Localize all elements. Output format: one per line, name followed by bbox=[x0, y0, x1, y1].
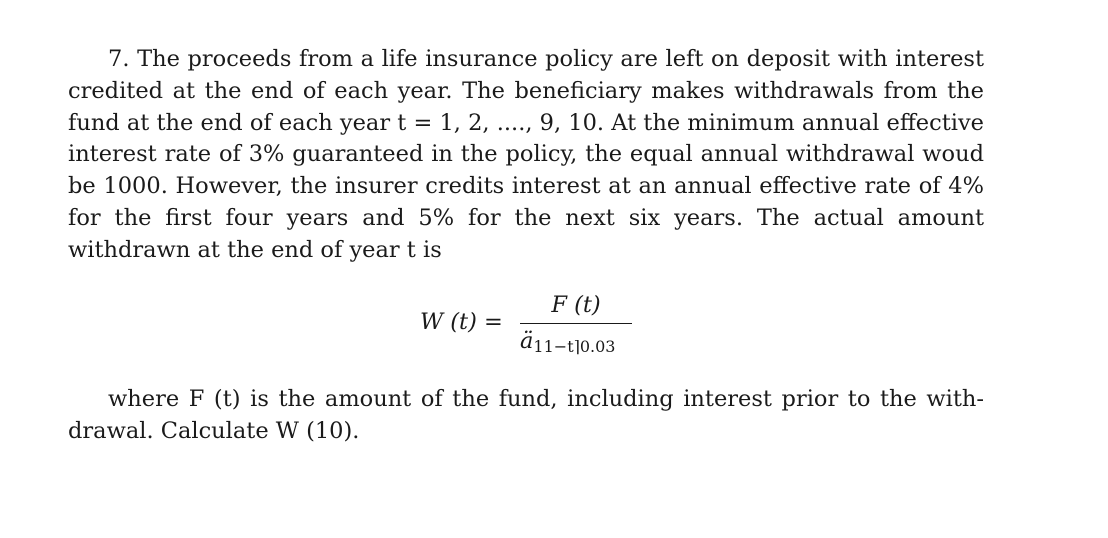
problem-paragraph-1 bbox=[68, 44, 992, 267]
fraction-bar bbox=[520, 323, 632, 324]
problem-paragraph-2: where F (t) is the amount of the fund, including interest prior to the with-drawal. Calculate W (10). bbox=[68, 386, 984, 444]
annuity-due-symbol: ä bbox=[520, 328, 534, 354]
problem-body: The proceeds from a life insurance policy are left on deposit with interest credited at the end of each year. The beneficiary makes withdrawals from the fund at the end of each year t = 1, 2, ...., 9, 10. At the minimum annual effective interest rate of 3% guaranteed in the policy, the equal annual withdrawal woud be 1000. However, the insurer credits interest at an annual effective rate of 4% for the first four years and 5% for the next six years. The actual amount withdrawn at the end of year t is bbox=[68, 46, 992, 263]
formula-numerator: F (t) bbox=[551, 292, 601, 318]
problem-text bbox=[68, 44, 992, 267]
formula-fraction bbox=[520, 288, 632, 358]
formula-denominator bbox=[520, 328, 632, 354]
annuity-subscript: 11−t⌉0.03 bbox=[533, 337, 616, 356]
formula-lhs: W (t) = bbox=[420, 309, 503, 335]
problem-number: 7. bbox=[108, 46, 130, 72]
